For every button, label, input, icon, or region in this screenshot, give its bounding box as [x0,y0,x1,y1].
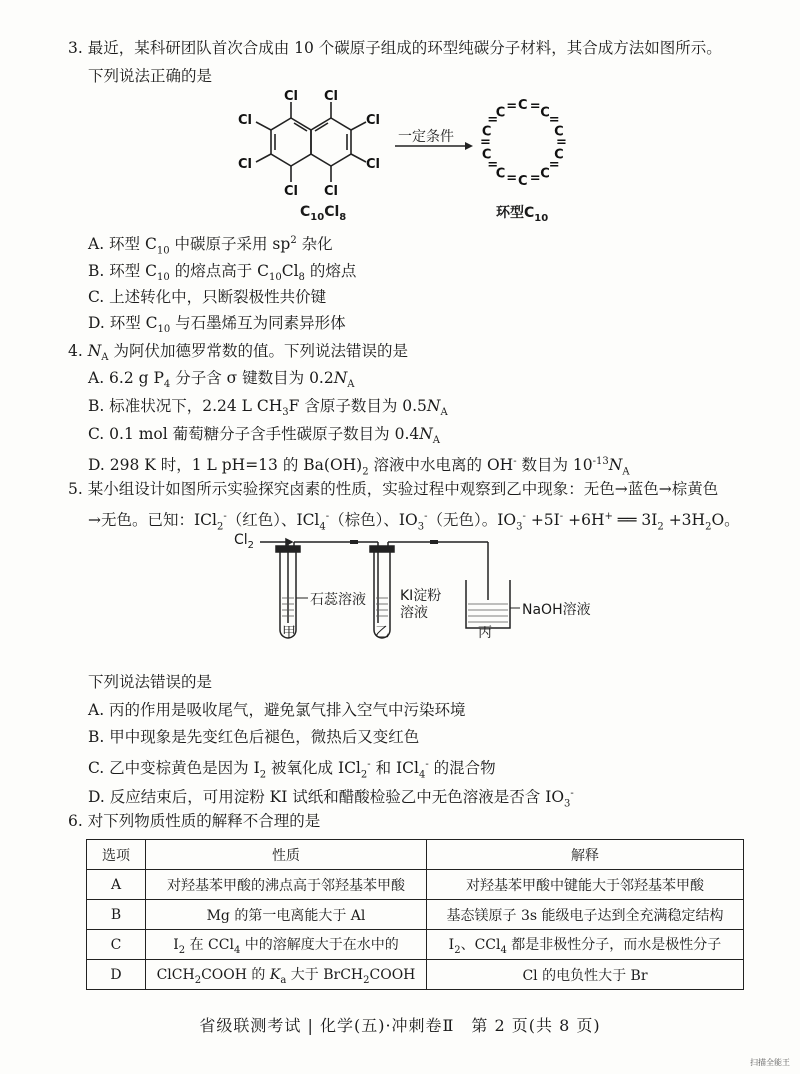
ring-carbon-atom: C [554,124,564,140]
reaction-condition: 一定条件 [398,129,454,145]
tube2-solution-label-1: KI淀粉 [400,588,442,604]
table-header: 选项 [87,840,146,870]
cl-atom-label: Cl [366,113,380,128]
ring-carbon-atom: C [540,166,550,182]
ring-double-bond: = [487,112,499,128]
table-row [87,900,744,930]
q5-option-d: D. 反应结束后，可用淀粉 KI 试纸和醋酸检验乙中无色溶液是否含 $IO_3^-$ [88,788,574,810]
q5-option-a: A. 丙的作用是吸收尾气，避免氯气排入空气中污染环境 [88,701,466,719]
q5-stem-line1: 5. 某小组设计如图所示实验探究卤素的性质，实验过程中观察到乙中现象：无色→蓝色→棕黄色 [68,480,719,498]
cl-atom-label: Cl [324,184,338,199]
q3-ask: 下列说法正确的是 [88,67,213,85]
table-cell: ClCH$_2$COOH 的 $K_a$ 大于 BrCH$_2$COOH [146,960,427,990]
ring-c10-structure [470,92,580,192]
table-cell: 对羟基苯甲酸中键能大于邻羟基苯甲酸 [427,870,744,900]
gas-cl2-label: $Cl_2$ [234,532,255,551]
product-label: 环型$C_{10}$ [496,205,549,224]
q6-stem: 6. 对下列物质性质的解释不合理的是 [68,812,321,830]
ring-double-bond: = [506,171,518,187]
table-header: 解释 [427,840,744,870]
q4-option-a: A. 6.2 g $P_4$ 分子含 σ 键数目为 $0.2N_A$ [88,369,355,391]
table-cell: D [87,960,146,990]
tube2-name: 乙 [375,625,389,641]
table-cell: $I_2$ 在 CCl$_4$ 中的溶解度大于在水中的 [146,930,427,960]
q3-stem: 3. 最近，某科研团队首次合成由 10 个碳原子组成的环型纯碳分子材料，其合成方法如图所示。 [68,39,722,57]
table-row [87,870,744,900]
ring-double-bond: = [506,98,518,114]
page-footer: 省级联测考试 | 化学(五)·冲刺卷Ⅱ 第 2 页(共 8 页) [199,1016,601,1035]
ring-double-bond: = [529,171,541,187]
cl-atom-label: Cl [324,89,338,104]
table-cell: A [87,870,146,900]
beaker-solution-label: NaOH溶液 [522,602,591,618]
ring-double-bond: = [487,157,499,173]
q3-option-d: D. 环型 $C_{10}$ 与石墨烯互为同素异形体 [88,314,346,336]
table-row [87,960,744,990]
table-header-row [87,840,744,870]
q5-option-b: B. 甲中现象是先变红色后褪色，微热后又变红色 [88,728,420,746]
tube2-solution-label-2: 溶液 [400,605,428,621]
cl-atom-label: Cl [238,157,252,172]
scanner-watermark: 扫描全能王 [750,1058,790,1067]
q3-option-c: C. 上述转化中，只断裂极性共价键 [88,288,327,306]
tube1-solution-label: 石蕊溶液 [310,592,366,608]
q4-option-b: B. 标准状况下，2.24 L $CH_3F$ 含原子数目为 $0.5N_A$ [88,397,448,419]
ring-carbon-atom: C [481,147,492,163]
ring-double-bond: = [548,157,560,173]
ring-carbon-atom: C [495,105,506,121]
ring-carbon-atom: C [495,166,506,182]
table-row [87,930,744,960]
ring-carbon-atom: C [518,98,528,113]
cl-atom-label: Cl [284,184,298,199]
table-cell: 对羟基苯甲酸的沸点高于邻羟基苯甲酸 [146,870,427,900]
cl-atom-label: Cl [366,157,380,172]
q3-option-b: B. 环型 $C_{10}$ 的熔点高于 $C_{10}Cl_8$ 的熔点 [88,262,357,284]
properties-table [86,839,744,990]
q5-stem-line2: →无色。已知：ICl$_2$-（红色）、ICl$_4$-（棕色）、$IO_3^-$（无色）。$IO_3^- +5I^- +6H^+$ ══ $3I_2 +3H_2O$。 [88,511,740,533]
reaction-arrow [393,140,473,154]
q5-ask: 下列说法错误的是 [88,673,213,691]
reactant-label: $C_{10}Cl_8$ [300,204,347,223]
ring-carbon-atom: C [554,147,564,163]
tube1-name: 甲 [282,625,296,641]
ring-double-bond: = [556,135,567,150]
ring-carbon-atom: C [481,124,492,140]
q3-option-a: A. 环型 $C_{10}$ 中碳原子采用 $sp^2$ 杂化 [88,235,333,257]
ring-double-bond: = [548,112,560,128]
q4-option-d: D. 298 K 时，1 L pH=13 的 $Ba(OH)_2$ 溶液中水电离的 OH- 数目为 $10^{-13}N_A$ [88,456,630,478]
cl-atom-label: Cl [238,113,252,128]
table-header: 性质 [146,840,427,870]
ring-carbon-atom: C [518,174,528,189]
table-cell: Cl 的电负性大于 Br [427,960,744,990]
table-cell: Mg 的第一电离能大于 Al [146,900,427,930]
q4-stem: 4. $N_A$ 为阿伏加德罗常数的值。下列说法错误的是 [68,342,408,364]
table-cell: C [87,930,146,960]
ring-double-bond: = [480,135,491,150]
q4-option-c: C. 0.1 mol 葡萄糖分子含手性碳原子数目为 $0.4N_A$ [88,425,441,447]
ring-carbon-atom: C [540,105,550,121]
ring-double-bond: = [529,98,541,114]
table-cell: B [87,900,146,930]
cl-atom-label: Cl [284,89,298,104]
c10cl8-structure [236,88,386,208]
q5-option-c: C. 乙中变棕黄色是因为 $I_2$ 被氧化成 ICl$_2$- 和 ICl$_4$- 的混合物 [88,759,496,781]
table-cell: 基态镁原子 3s 能级电子达到全充满稳定结构 [427,900,744,930]
beaker-name: 丙 [478,625,492,641]
table-cell: $I_2$、CCl$_4$ 都是非极性分子，而水是极性分子 [427,930,744,960]
